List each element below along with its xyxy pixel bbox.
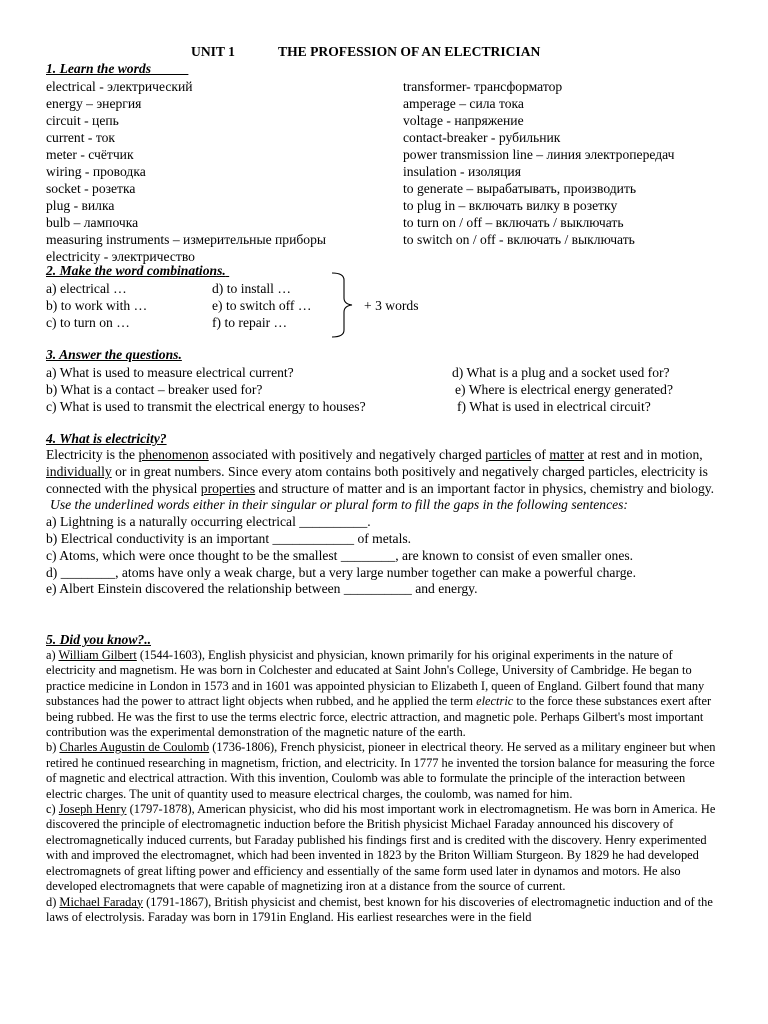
combination-col-2 (212, 280, 311, 331)
biography-coulomb: b) Charles Augustin de Coulomb (1736-1806), French physicist, pioneer in electrical theory. He served as a military engineer but when retired he continued researching in magnetism, friction, and electricity. In 1777 he invented the torsion balance for measuring the force of magnetic and electrical attraction. With this invention, Coulomb was able to formulate the principle of the interaction between electric charges. The unit of quantity used to measure electrical charges, the coulomb, was named for him. (46, 740, 716, 801)
underlined-word: properties (200, 480, 256, 496)
vocab-item: measuring instruments – измерительные приборы (46, 232, 326, 247)
gap-sentence: c) Atoms, which were once thought to be the smallest ________, are known to consist of even smaller ones. (46, 547, 634, 563)
combination-item: c) to turn on … (46, 315, 130, 330)
vocab-item: amperage – сила тока (403, 96, 524, 111)
vocab-item: wiring - проводка (46, 164, 146, 179)
section-4-title: 4. What is electricity? (46, 431, 167, 446)
combination-note: + 3 words (364, 298, 419, 313)
fill-gap-instruction: Use the underlined words either in their singular or plural form to fill the gaps in the following sentences: (50, 497, 628, 513)
combination-item: d) to install … (212, 281, 291, 296)
curly-brace-icon (330, 272, 362, 338)
scientist-name: Michael Faraday (59, 894, 144, 909)
section-3-title: 3. Answer the questions. (46, 347, 182, 362)
questions-right (452, 364, 673, 415)
section-2-title: 2. Make the word combinations. (46, 263, 226, 278)
section-1-title: 1. Learn the words (46, 61, 151, 76)
section-5-title: 5. Did you know?.. (46, 632, 151, 647)
question-item: d) What is a plug and a socket used for? (452, 365, 670, 380)
vocab-item: contact-breaker - рубильник (403, 130, 561, 145)
vocab-item: to turn on / off – включать / выключать (403, 215, 624, 230)
vocab-item: voltage - напряжение (403, 113, 524, 128)
question-item: c) What is used to transmit the electrical energy to houses? (46, 399, 366, 414)
term-electric: electric (476, 694, 514, 709)
combination-item: b) to work with … (46, 298, 148, 313)
page-title: THE PROFESSION OF AN ELECTRICIAN (278, 44, 541, 59)
underlined-word: matter (549, 447, 585, 462)
vocab-item: energy – энергия (46, 96, 142, 111)
gap-sentence: e) Albert Einstein discovered the relationship between __________ and energy. (46, 581, 478, 597)
underlined-word: individually (46, 463, 112, 479)
scientist-name: William Gilbert (58, 648, 137, 662)
vocab-right-list (403, 78, 674, 248)
scientist-name: Joseph Henry (58, 802, 127, 817)
electricity-paragraph (46, 447, 722, 598)
paragraph-text: Electricity is the phenomenon associated with positively and negatively charged particles of matter at rest and in motion, individually or in great numbers. Since every atom contains both positively and negatively charged particles, electricity is connected with the physical properties and structure of matter and is an important factor in physics, chemistry and biology. (46, 447, 715, 496)
question-item: e) Where is electrical energy generated? (455, 382, 673, 397)
underlined-word: phenomenon (138, 447, 209, 462)
vocab-item: circuit - цепь (46, 113, 119, 128)
vocab-item: electrical - электрический (46, 79, 193, 94)
vocab-item: socket - розетка (46, 181, 136, 196)
gap-sentence: a) Lightning is a naturally occurring electrical __________. (46, 514, 371, 530)
biographies (46, 648, 724, 925)
questions-left (46, 364, 366, 415)
combination-item: f) to repair … (212, 315, 288, 330)
biography-henry: c) Joseph Henry (1797-1878), American physicist, who did his most important work in electromagnetism. He was born in America. He discovered the principle of electromagnetic induction before the British physicist Michael Faraday announced his discovery of electromagnetically induced currents, but Faraday published his findings first and is credited with the discovery. Henry experimented with and improved the electromagnet, which had been invented in 1823 by the Briton William Sturgeon. By 1829 he had developed electromagnets of great lifting power and efficiency and essentially of the same form used later in dynamos and motors. He also developed electromagnets that were capable of magnetizing iron at a distance from the source of current. (46, 802, 716, 894)
question-item: a) What is used to measure electrical current? (46, 365, 294, 380)
vocab-item: to plug in – включать вилку в розетку (403, 198, 618, 213)
underlined-word: particles (485, 447, 532, 462)
vocab-item: meter - счётчик (46, 147, 134, 162)
question-item: b) What is a contact – breaker used for? (46, 382, 263, 397)
gap-sentence: b) Electrical conductivity is an important ____________ of metals. (46, 530, 412, 546)
combination-col-1 (46, 280, 147, 331)
combination-item: e) to switch off … (212, 298, 312, 313)
vocab-item: power transmission line – линия электропередач (403, 147, 675, 162)
gap-sentence: d) ________, atoms have only a weak charge, but a very large number together can make a powerful charge. (46, 564, 636, 580)
question-item: f) What is used in electrical circuit? (457, 399, 651, 414)
vocab-item: transformer- трансформатор (403, 79, 563, 94)
combination-item: a) electrical … (46, 281, 127, 296)
vocab-item: electricity - электричество (46, 249, 195, 264)
vocab-item: insulation - изоляция (403, 164, 521, 179)
biography-gilbert: a) William Gilbert (1544-1603), English physicist and physician, known primarily for his original experiments in the nature of electricity and magnetism. He was born in Colchester and educated at Saint John's College, University of Cambridge. He began to practice medicine in London in 1573 and in 1601 was appointed physician to Elizabeth I, queen of England. Gilbert found that many substances had the power to attract light objects when rubbed, and he applied the term electric to the force these substances exert after being rubbed. He was the first to use the terms electric force, electric attraction, and magnetic pole. Perhaps Gilbert's most important contribution was the experimental demonstration of the magnetic nature of the earth. (46, 648, 712, 740)
biography-faraday: d) Michael Faraday (1791-1867), British physicist and chemist, best known for his discoveries of electromagnetic induction and of the laws of electrolysis. Faraday was born in 1791in England. His earliest researches were in the field (46, 894, 713, 924)
vocab-item: plug - вилка (46, 198, 115, 213)
unit-label: UNIT 1 (191, 44, 235, 59)
vocab-item: to generate – вырабатывать, производить (403, 181, 637, 196)
vocab-item: current - ток (46, 130, 115, 145)
vocab-item: to switch on / off - включать / выключать (403, 232, 635, 247)
vocab-left-list (46, 78, 326, 265)
scientist-name: Charles Augustin de Coulomb (59, 740, 210, 755)
vocab-item: bulb – лампочка (46, 215, 139, 230)
